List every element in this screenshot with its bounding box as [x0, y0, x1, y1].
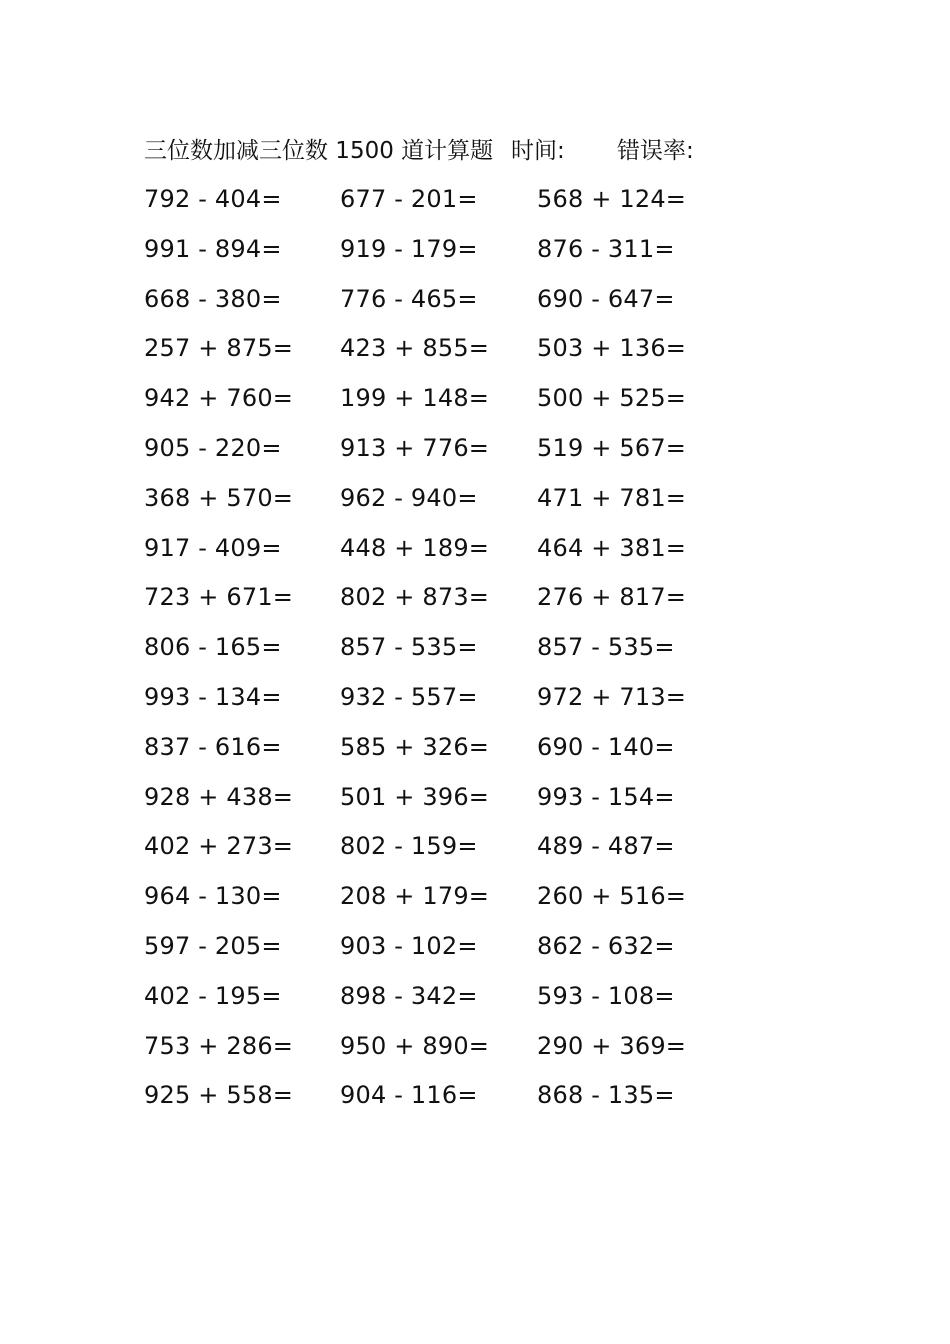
problem-item: 776 - 465=	[340, 284, 478, 313]
problem-item: 519 + 567=	[537, 433, 687, 462]
problem-row	[144, 929, 744, 979]
problem-item: 925 + 558=	[144, 1081, 294, 1110]
problem-row	[144, 1029, 744, 1079]
problem-item: 423 + 855=	[340, 334, 490, 363]
problem-item: 868 - 135=	[537, 1081, 675, 1110]
problem-row	[144, 630, 744, 680]
problem-row	[144, 829, 744, 879]
problem-item: 942 + 760=	[144, 384, 294, 413]
problem-item: 904 - 116=	[340, 1081, 478, 1110]
problem-item: 903 - 102=	[340, 931, 478, 960]
problem-item: 208 + 179=	[340, 882, 490, 911]
problem-item: 802 - 159=	[340, 832, 478, 861]
problem-item: 862 - 632=	[537, 931, 675, 960]
problem-item: 905 - 220=	[144, 433, 282, 462]
problem-item: 802 + 873=	[340, 583, 490, 612]
problem-item: 993 - 134=	[144, 682, 282, 711]
problem-item: 690 - 140=	[537, 732, 675, 761]
problem-row	[144, 680, 744, 730]
problem-item: 792 - 404=	[144, 185, 282, 213]
problem-item: 597 - 205=	[144, 931, 282, 960]
problem-item: 917 - 409=	[144, 533, 282, 562]
problem-item: 593 - 108=	[537, 981, 675, 1010]
problem-item: 464 + 381=	[537, 533, 687, 562]
problem-item: 857 - 535=	[340, 633, 478, 662]
problem-row	[144, 780, 744, 830]
problem-item: 448 + 189=	[340, 533, 490, 562]
problem-item: 972 + 713=	[537, 682, 687, 711]
problem-row	[144, 381, 744, 431]
problem-grid	[144, 182, 744, 1128]
error-rate-label: 错误率:	[617, 138, 694, 164]
problem-row	[144, 730, 744, 780]
problem-row	[144, 331, 744, 381]
problem-item: 991 - 894=	[144, 234, 282, 263]
problem-item: 913 + 776=	[340, 433, 490, 462]
problem-item: 368 + 570=	[144, 483, 294, 512]
problem-item: 993 - 154=	[537, 782, 675, 811]
problem-item: 677 - 201=	[340, 185, 478, 213]
problem-row	[144, 879, 744, 929]
problem-item: 471 + 781=	[537, 483, 687, 512]
problem-row	[144, 531, 744, 581]
problem-row	[144, 182, 744, 232]
problem-item: 962 - 940=	[340, 483, 478, 512]
problem-item: 290 + 369=	[537, 1031, 687, 1060]
time-label: 时间:	[511, 138, 565, 164]
problem-item: 919 - 179=	[340, 234, 478, 263]
problem-item: 402 + 273=	[144, 832, 294, 861]
problem-item: 501 + 396=	[340, 782, 490, 811]
problem-item: 402 - 195=	[144, 981, 282, 1010]
problem-item: 585 + 326=	[340, 732, 490, 761]
problem-item: 753 + 286=	[144, 1031, 294, 1060]
problem-row	[144, 1078, 744, 1128]
problem-item: 806 - 165=	[144, 633, 282, 662]
problem-item: 964 - 130=	[144, 882, 282, 911]
problem-item: 898 - 342=	[340, 981, 478, 1010]
problem-item: 837 - 616=	[144, 732, 282, 761]
problem-row	[144, 481, 744, 531]
problem-item: 857 - 535=	[537, 633, 675, 662]
problem-item: 690 - 647=	[537, 284, 675, 313]
problem-row	[144, 431, 744, 481]
problem-item: 950 + 890=	[340, 1031, 490, 1060]
problem-item: 876 - 311=	[537, 234, 675, 263]
problem-item: 668 - 380=	[144, 284, 282, 313]
problem-row	[144, 282, 744, 332]
problem-item: 500 + 525=	[537, 384, 687, 413]
problem-item: 932 - 557=	[340, 682, 478, 711]
problem-row	[144, 979, 744, 1029]
problem-item: 489 - 487=	[537, 832, 675, 861]
problem-item: 257 + 875=	[144, 334, 294, 363]
problem-item: 199 + 148=	[340, 384, 490, 413]
worksheet-title: 三位数加减三位数 1500 道计算题	[144, 138, 494, 164]
problem-item: 503 + 136=	[537, 334, 687, 363]
problem-item: 568 + 124=	[537, 185, 687, 213]
problem-item: 260 + 516=	[537, 882, 687, 911]
problem-item: 928 + 438=	[144, 782, 294, 811]
problem-item: 276 + 817=	[537, 583, 687, 612]
problem-row	[144, 580, 744, 630]
problem-item: 723 + 671=	[144, 583, 294, 612]
problem-row	[144, 232, 744, 282]
